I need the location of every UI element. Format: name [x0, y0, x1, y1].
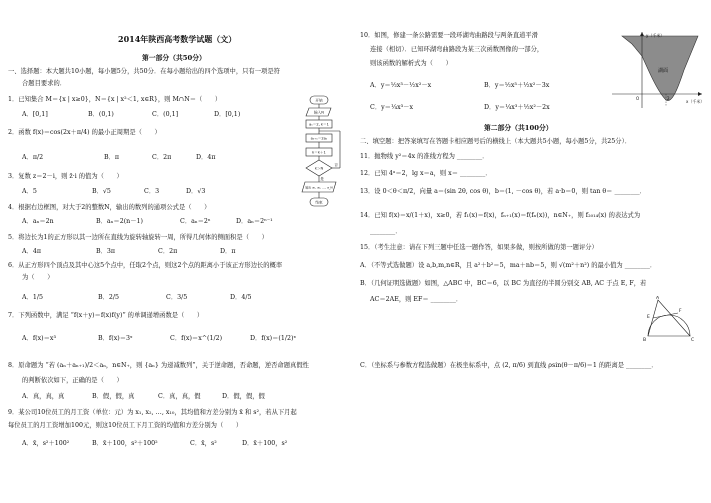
question-9-stem-cont: 每位员工的月工资增加100元，则这10位员工下月工资的均值和方差分别为（ ）	[8, 422, 243, 429]
question-6-option-b: B．2/5	[98, 294, 120, 301]
question-9-option-a: A．x̄，s²＋100²	[22, 440, 70, 447]
question-2-stem: 2．函数 f(x)＝cos(2x＋π/4) 的最小正周期是（ ）	[8, 129, 161, 136]
question-5-option-d: D．π	[220, 248, 236, 255]
flowchart-end: 结束	[315, 200, 323, 205]
section1-intro-cont: 合题目要求的．	[22, 80, 67, 87]
exam-title: 2014年陕西高考数学试题（文）	[118, 34, 237, 44]
question-2-option-c: C．2π	[152, 154, 172, 161]
question-10-option-d: D．y＝¼x³＋½x²－2x	[484, 104, 550, 111]
question-6-option-c: C．3/5	[166, 294, 188, 301]
question-1-stem: 1．已知集合 M＝{x | x≥0}，N＝{x | x²＜1, x∈R}，则 M∩N＝（ ）	[8, 96, 222, 103]
question-8-stem-cont: 的判断依次如下，正确的是（ ）	[22, 377, 123, 384]
question-3-option-a: A．5	[22, 188, 37, 195]
question-10-stem-cont2: 则该函数的解析式为（ ）	[370, 60, 452, 67]
question-7-option-a: A．f(x)＝x³	[22, 335, 57, 342]
flowchart-condition: k＞N	[314, 166, 324, 171]
question-6-option-d: D．4/5	[230, 294, 252, 301]
triangle-point-f: F	[679, 309, 682, 314]
question-9-option-c: C．x̄，s²	[190, 440, 217, 447]
lake-y-label: y（千米）	[646, 33, 665, 38]
question-5-stem: 5．将边长为1的正方形以其一边所在直线为旋转轴旋转一周，所得几何体的侧面积是（ ）	[8, 234, 268, 241]
question-8-option-d: D．假，假，假	[222, 393, 265, 400]
question-14: 14．已知 f(x)＝x/(1＋x)，x≥0，若 f₁(x)＝f(x)，fₙ₊₁(x)＝f(fₙ(x))，n∈N₊，则 f₂₀₁₄(x) 的表达式为	[360, 212, 641, 219]
triangle-point-e: E	[647, 315, 650, 320]
lake-region-label: 湖面	[658, 68, 669, 74]
question-10-option-a: A．y＝½x³－½x²－x	[370, 82, 432, 89]
flowchart-increment: k＝k＋1	[312, 150, 326, 155]
question-3-option-d: D．√3	[186, 188, 206, 195]
flowchart-input: 输入N	[314, 110, 324, 115]
question-15-b-cont: AC＝2AE，则 EF＝ ________．	[370, 296, 463, 303]
part1-header: 第一部分（共50分）	[142, 54, 206, 62]
lake-origin: O	[636, 96, 640, 101]
question-4-option-d: D．aₙ＝2ⁿ⁻¹	[236, 218, 273, 225]
question-9-stem: 9．某公司10位员工的月工资（单位：元）为 x₁, x₂, …, x₁₀，其均值和方差分别为 x̄ 和 s²，若从下月起	[8, 409, 297, 416]
question-2-option-d: D．4π	[196, 154, 216, 161]
question-1-option-a: A．[0,1]	[22, 111, 48, 118]
question-9-option-d: D．x̄＋100，s²	[242, 440, 288, 447]
question-4-option-b: B．aₙ＝2(n－1)	[96, 218, 143, 225]
question-15-b: B．（几何证明选做题）如图，△ABC 中，BC＝6，以 BC 为直径的半圆分别交 AB, AC 于点 E, F，若	[360, 280, 647, 287]
question-5-option-a: A．4π	[22, 248, 41, 255]
triangle-vertex-a: A	[656, 296, 660, 301]
lake-x-label: x（千米）	[686, 99, 705, 104]
question-8-stem: 8．原命题为 “若 (aₙ＋aₙ₊₁)/2＜aₙ，n∈N₊，则 {aₙ} 为递减数列”，关于逆命题，否命题，逆否命题真假性	[8, 362, 309, 369]
question-6-stem: 6．从正方形四个顶点及其中心这5个点中，任取2个点，则这2个点的距离小于该正方形边长的概率	[8, 262, 283, 269]
question-11: 11．抛物线 y²＝4x 的准线方程为 ________．	[360, 153, 489, 160]
question-4-stem: 4．根据右边框图，对大于2的整数N，输出的数列的通项公式是（ ）	[8, 204, 211, 211]
question-4-option-c: C．aₙ＝2ⁿ	[180, 218, 211, 225]
flowchart-assign: aₖ₊₁＝2aₖ	[310, 136, 328, 141]
question-7-option-d: D．f(x)＝(1/2)ˣ	[250, 335, 297, 342]
question-2-option-a: A．π/2	[22, 154, 44, 161]
flowchart-start: 开始	[315, 98, 323, 103]
lake-x-mark: 2	[667, 96, 670, 101]
question-1-option-d: D．[0,1)	[214, 111, 241, 118]
question-1-option-c: C．(0,1]	[152, 111, 179, 118]
flowchart-yes: 是	[320, 177, 324, 181]
lake-road-figure	[606, 30, 706, 110]
question-8-option-c: C．真，真，假	[158, 393, 201, 400]
question-2-option-b: B．π	[104, 154, 120, 161]
question-15-c: C．（坐标系与参数方程选做题）在极坐标系中，点 (2, π/6) 到直线 ρsin(θ－π/6)＝1 的距离是 ________．	[360, 362, 658, 369]
question-6-option-a: A．1/5	[22, 294, 43, 301]
section2-intro: 二、填空题：把答案填写在答题卡相应题号后的横线上（本大题共5小题，每小题5分，共25分）．	[360, 138, 632, 145]
question-14-blank: ________．	[370, 228, 402, 235]
triangle-figure	[642, 296, 706, 346]
question-12: 12．已知 4ᵃ＝2，lg x＝a，则 x＝ ________．	[360, 170, 492, 177]
question-8-option-a: A．真，真，真	[22, 393, 65, 400]
question-13: 13．设 0＜θ＜π/2，向量 a＝(sin 2θ, cos θ)，b＝(1, －cos θ)，若 a·b＝0，则 tan θ＝ ________．	[360, 188, 646, 195]
question-10-stem-cont: 连接（相切）．已知环湖弯曲路段为某三次函数图像的一部分，	[370, 46, 544, 53]
question-10-option-c: C．y＝¼x³－x	[370, 104, 413, 111]
question-8-option-b: B．假，假，真	[92, 393, 135, 400]
flowchart-figure	[300, 94, 348, 230]
question-4-option-a: A．aₙ＝2n	[22, 218, 54, 225]
question-3-option-b: B．√5	[92, 188, 111, 195]
question-15-a: A．（不等式选做题）设 a,b,m,n∈R，且 a²＋b²＝5，ma＋nb＝5，则 √(m²＋n²) 的最小值为 ________．	[360, 262, 657, 269]
flowchart-output: 输出 a₁, a₂, …, a_N	[305, 185, 333, 190]
question-9-option-b: B．x̄＋100，s²＋100²	[92, 440, 158, 447]
question-10-stem: 10．如图，修建一条公路需要一段环湖弯曲路段与两条直道平滑	[360, 32, 539, 39]
question-3-option-c: C．3	[144, 188, 160, 195]
question-15-intro: 15．（考生注意：请在下列三题中任选一题作答，如果多做，则按所做的第一题评分）	[360, 244, 598, 251]
question-10-option-b: B．y＝½x³＋½x²－3x	[484, 82, 550, 89]
question-5-option-b: B．3π	[96, 248, 116, 255]
question-1-option-b: B．(0,1)	[88, 111, 114, 118]
flowchart-no: 否	[334, 163, 338, 167]
question-6-stem-cont: 为（ ）	[22, 274, 54, 281]
part2-header: 第二部分（共100分）	[484, 124, 553, 132]
triangle-vertex-b: B	[643, 338, 647, 343]
question-7-option-b: B．f(x)＝3ˣ	[98, 335, 133, 342]
section1-intro: 一、选择题：本大题共10小题，每小题5分，共50分．在每小题给出的四个选项中，只有一项是符	[8, 68, 280, 75]
question-7-option-c: C．f(x)＝x^(1/2)	[170, 335, 223, 342]
question-5-option-c: C．2π	[158, 248, 178, 255]
question-3-stem: 3．复数 z＝2－i，则 z̄·i 的值为（ ）	[8, 173, 123, 180]
flowchart-init: a₁＝2, k＝1	[309, 122, 329, 127]
triangle-vertex-c: C	[691, 338, 695, 343]
question-7-stem: 7．下列函数中，满足 “f(x＋y)＝f(x)f(y)” 的单调递增函数是（ ）	[8, 312, 204, 319]
